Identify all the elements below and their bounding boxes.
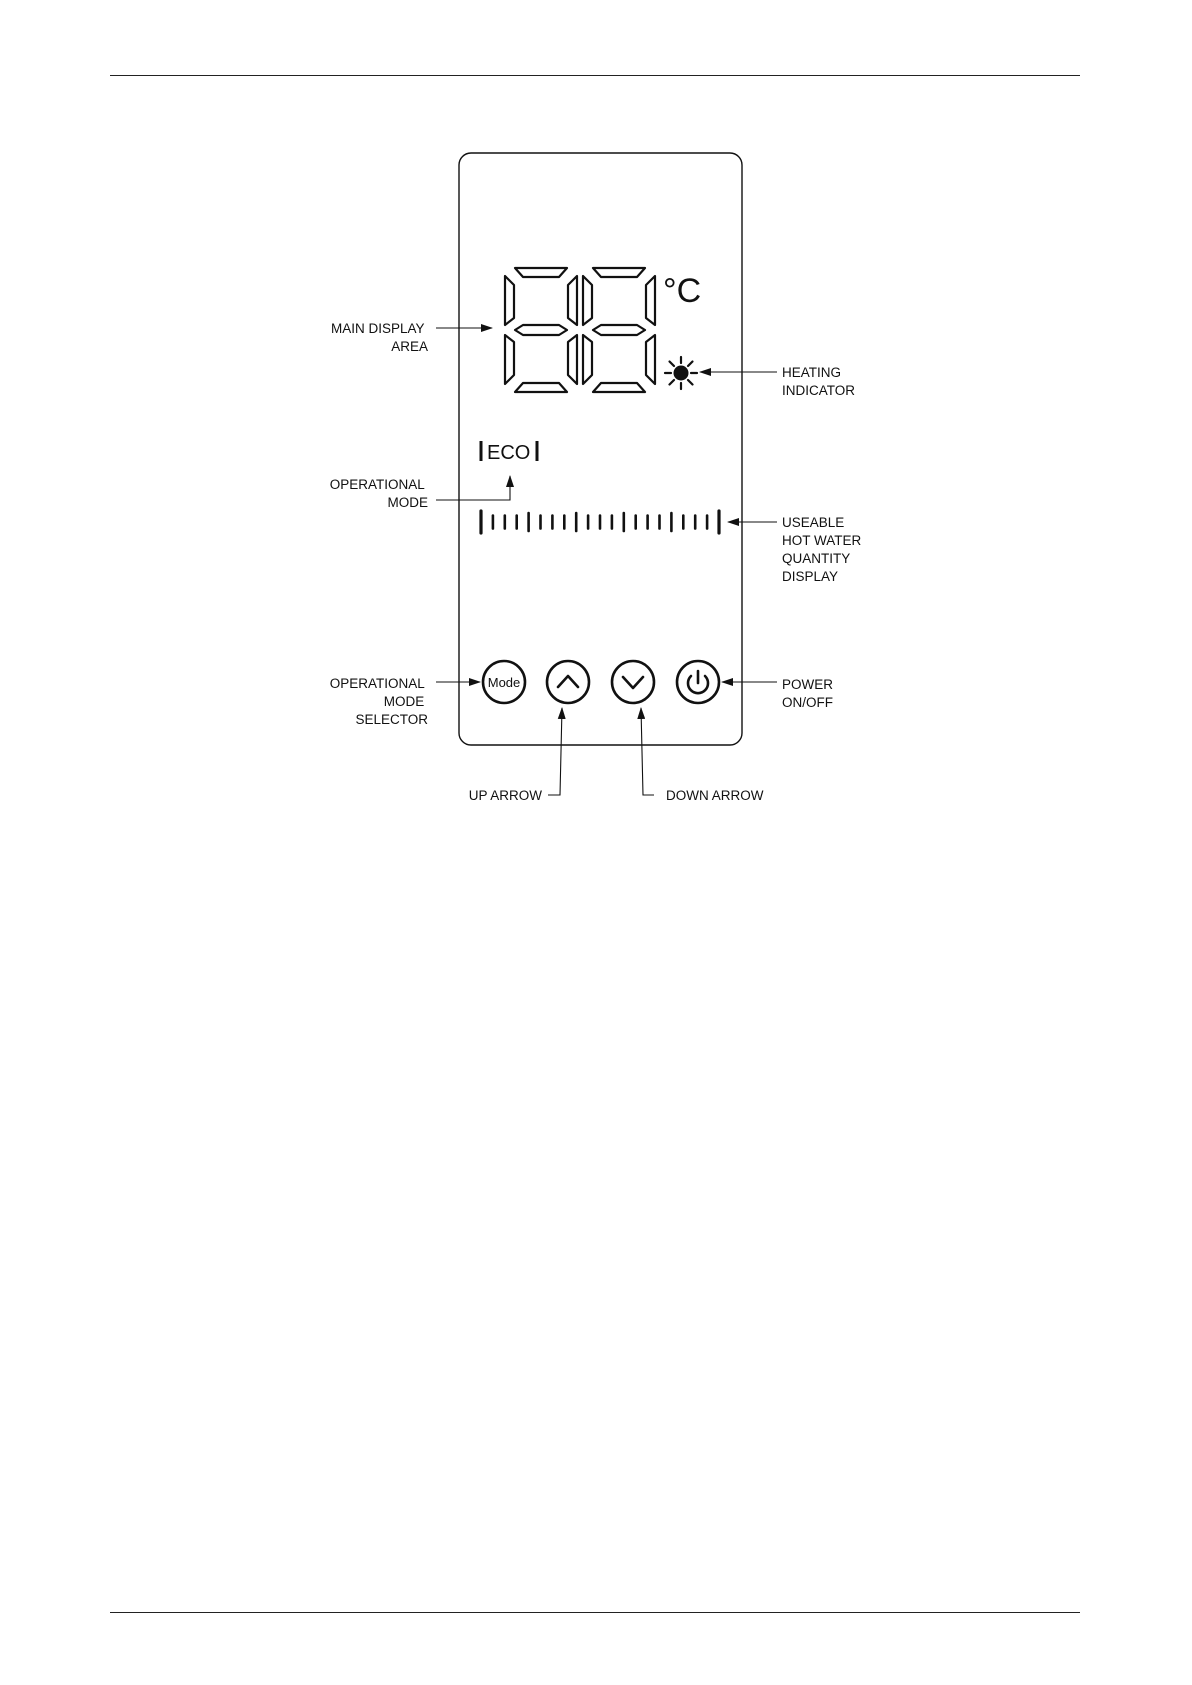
digit-tens [505, 268, 577, 392]
leader-up-arrow [548, 708, 562, 795]
down-arrow-button[interactable] [612, 661, 654, 703]
label-heating-indicator: HEATING INDICATOR [782, 365, 856, 398]
mode-button[interactable] [483, 661, 525, 703]
label-main-display-area: MAIN DISPLAY AREA [330, 321, 428, 354]
label-up-arrow: UP ARROW [468, 788, 542, 803]
leader-down-arrow [641, 708, 654, 795]
mode-button-label: Mode [487, 675, 521, 690]
label-useable-hot-water: USEABLE HOT WATER QUANTITY DISPLAY [782, 515, 862, 584]
leader-operational-mode [436, 476, 510, 500]
label-operational-mode-selector: OPERATIONAL MODE SELECTOR [329, 676, 428, 727]
eco-label: ECO [487, 442, 531, 464]
label-power-on-off: POWER ON/OFF [782, 677, 834, 710]
main-display-area [505, 268, 655, 392]
digit-ones [583, 268, 655, 392]
label-down-arrow: DOWN ARROW [666, 788, 764, 803]
label-operational-mode: OPERATIONAL MODE [329, 477, 428, 510]
hot-water-quantity-bar [481, 511, 719, 533]
sun-icon [665, 357, 697, 389]
up-arrow-button[interactable] [547, 661, 589, 703]
unit-celsius: °C [663, 272, 702, 310]
power-button[interactable] [677, 661, 719, 703]
leader-lines [436, 328, 777, 795]
eco-mode-indicator [481, 441, 537, 464]
